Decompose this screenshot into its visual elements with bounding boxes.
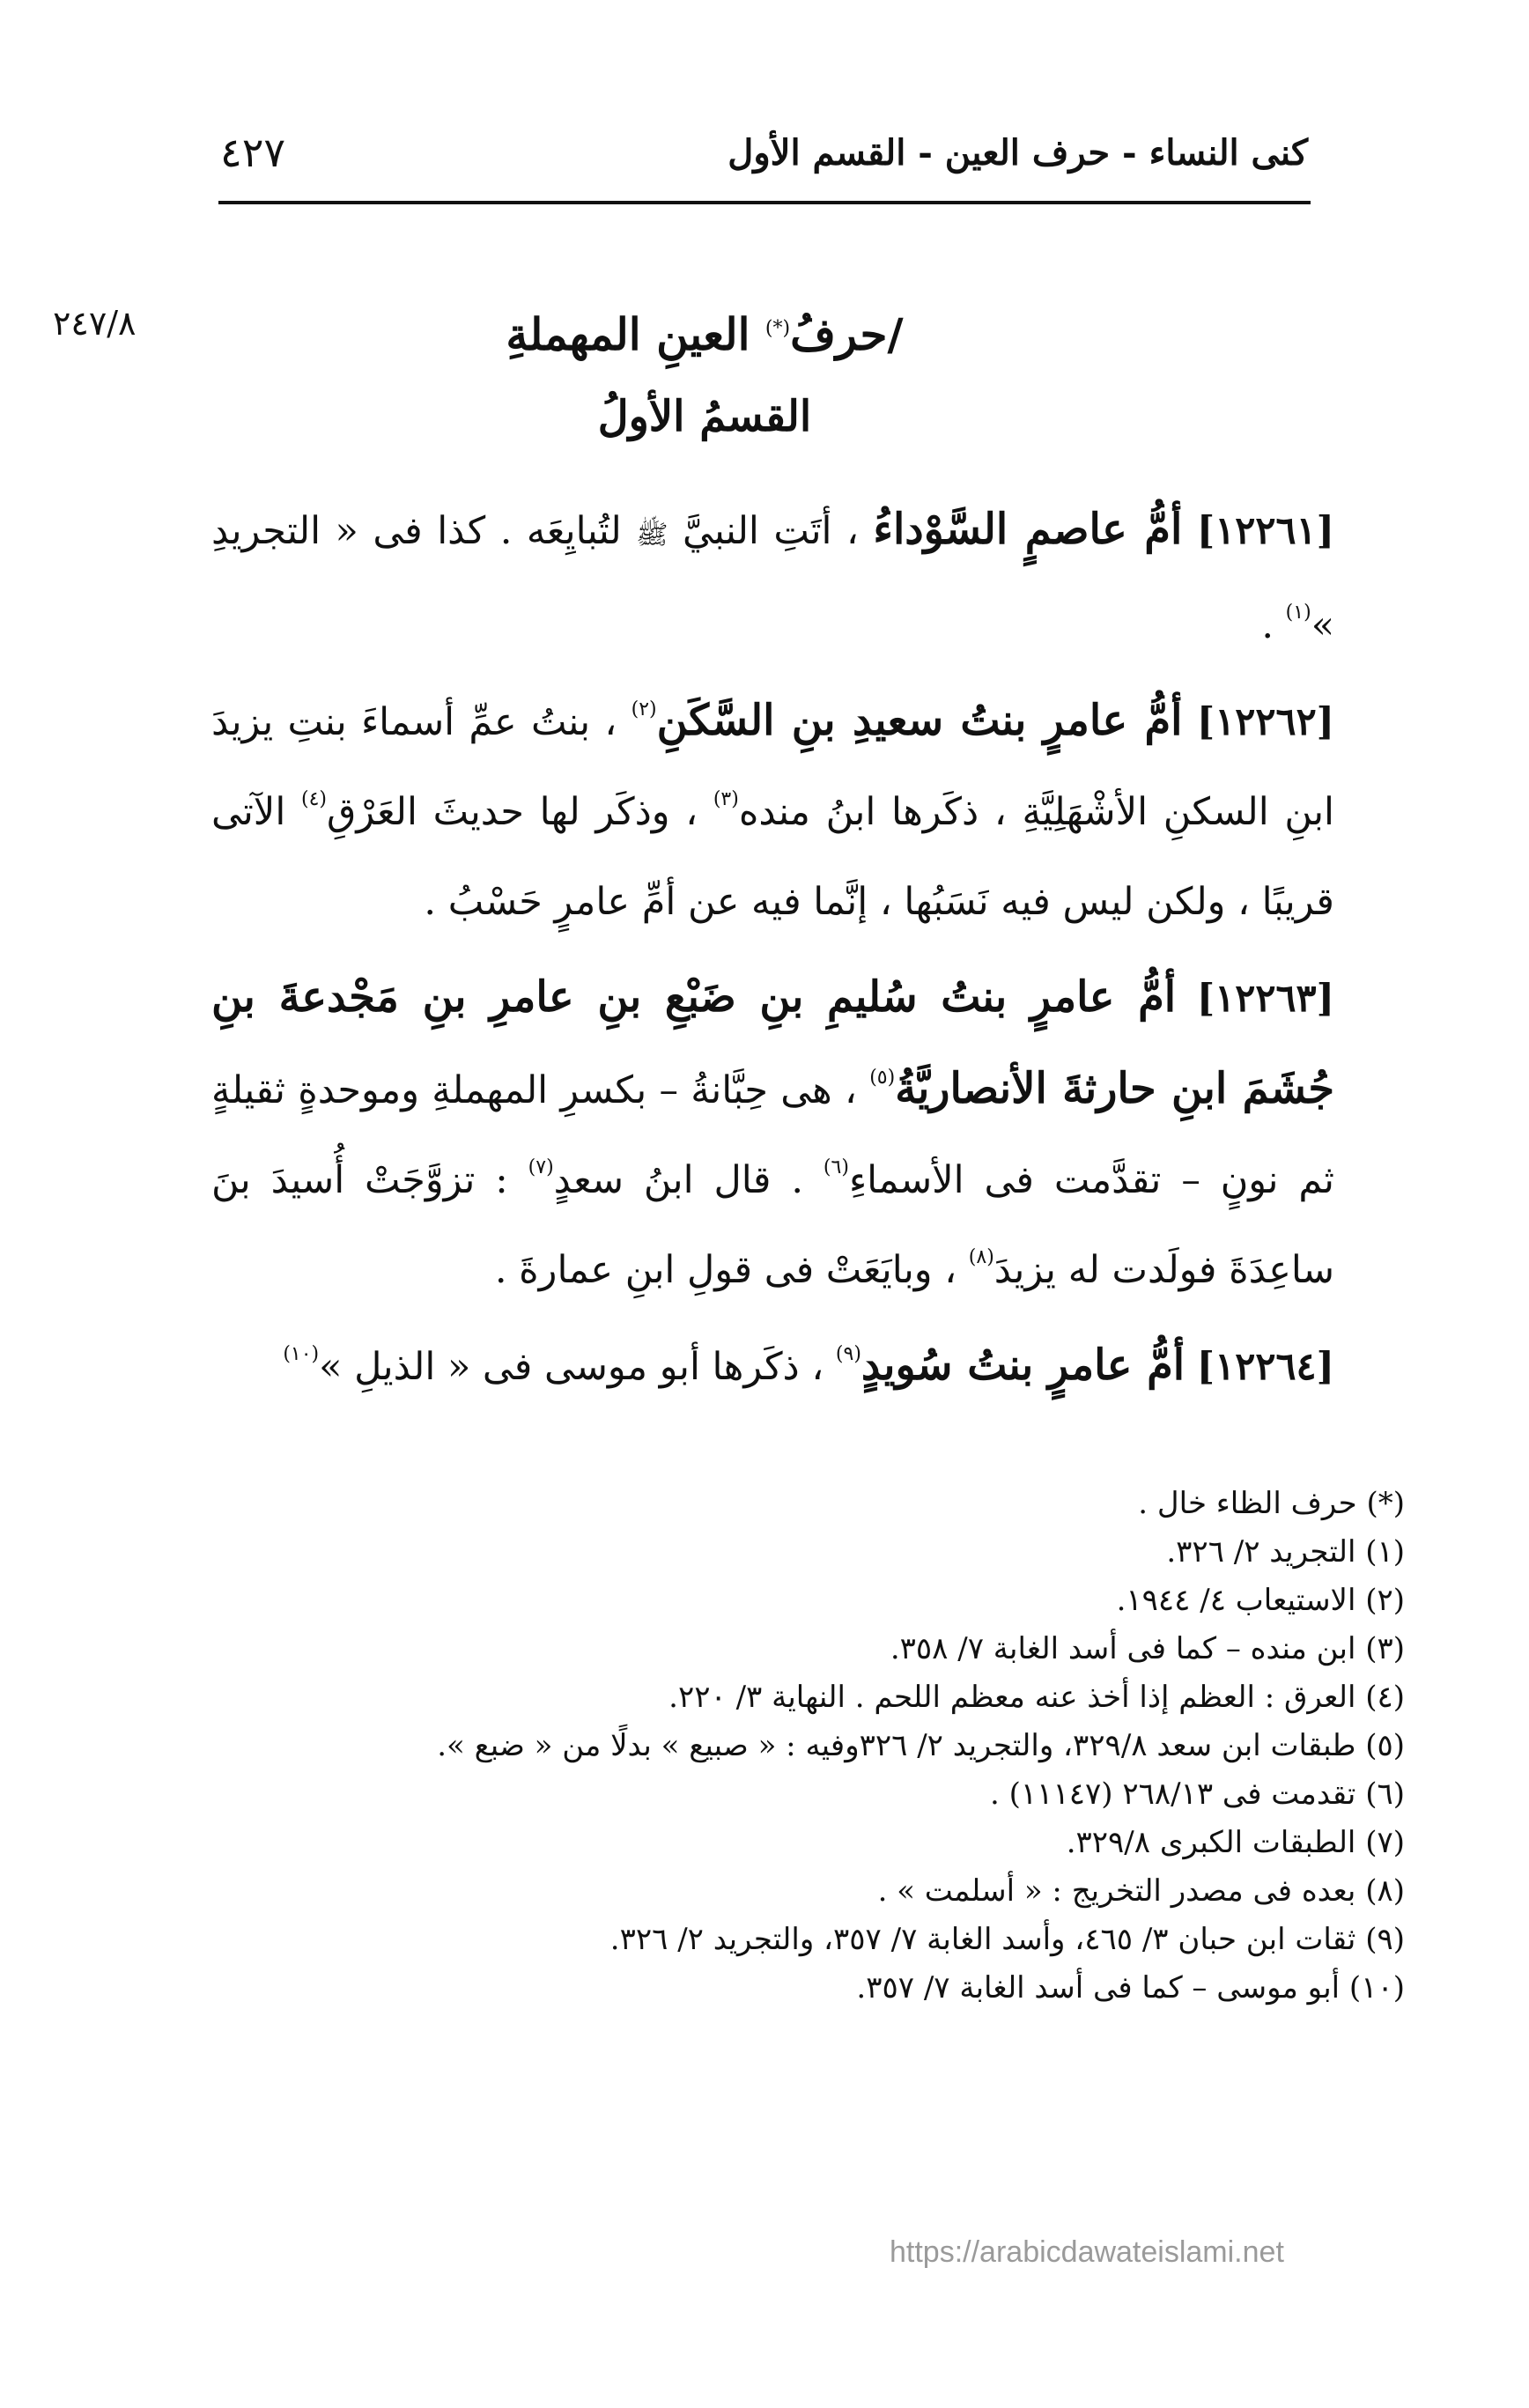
section-heading [352,308,1057,360]
entry-number: [١٢٢٦١] [1196,509,1335,553]
footnote-marker: (١٠) [283,1343,320,1365]
footnote-marker: (٨) [968,1246,994,1268]
footnote-marker: (٩) [835,1343,861,1365]
footnote: (٧) الطبقات الكبرى ٣٢٩/٨. [1066,1825,1405,1860]
footnote-marker: (٧) [528,1156,554,1178]
watermark-url: https://arabicdawateislami.net [890,2235,1284,2269]
footnote: (٩) ثقات ابن حبان ٣/ ٤٦٥، وأسد الغابة ٧/ ٣٥٧، والتجريد ٢/ ٣٢٦. [609,1922,1405,1957]
honorific-glyph: ﷺ [636,520,668,550]
entry-name: أمُّ عامرٍ بنتُ سُليمِ بنِ ضَبْعِ بنِ عامرِ بنِ مَجْدعةَ بنِ جُشَمَ ابنِ حارثةَ الأنصاريَّةُ [211,972,1335,1113]
entry-number: [١٢٢٦٢] [1196,700,1335,744]
footnote: (٨) بعده فى مصدر التخريج : « أسلمت » . [877,1873,1405,1909]
entry-number: [١٢٢٦٤] [1196,1345,1334,1389]
entry [211,952,1334,1315]
entry-text: ، هى حِبَّانةُ – بكسرِ المهملةِ وموحدةٍ ثقيلةٍ ثم نونٍ – تقدَّمت فى الأسماءِ [211,1068,1334,1202]
header-title: كنى النساء - حرف العين - القسم الأول [728,132,1308,174]
section-subheading: القسمُ الأولُ [597,392,812,441]
margin-reference: ٢٤٧/٨ [53,304,137,343]
entry-name: أمُّ عامرٍ بنتُ سُويدٍ [861,1341,1186,1390]
footnote: (٤) العرق : العظم إذا أخذ عنه معظم اللحم . النهاية ٣/ ٢٢٠. [668,1680,1405,1715]
footnotes [255,1480,1405,2013]
entry-text: . [1261,603,1274,647]
footnote: (١) التجريد ٢/ ٣٢٦. [1166,1534,1405,1570]
footnote-marker: (٦) [823,1156,849,1178]
footnote: (٥) طبقات ابن سعد ٣٢٩/٨، والتجريد ٢/ ٣٢٦وفيه : « صبيع » بدلًا من « ضبع ». [437,1728,1405,1763]
entry-name: أمُّ عاصمٍ السَّوْداءُ [873,505,1183,554]
footnote: (٢) الاستيعاب ٤/ ١٩٤٤. [1116,1583,1405,1618]
entry-text: : تزوَّجَتْ أُسيدَ بنَ ساعِدَةَ فولَدت له يزيدَ [211,1158,1334,1292]
entry [211,676,1334,947]
footnote-marker: (٢) [631,698,657,720]
page-number: ٤٢٧ [220,129,286,176]
entry-text: لتُبايِعَه . كذا فى « التجريدِ » [211,509,1334,647]
entries-body [211,484,1334,1417]
footnote-marker: (٥) [869,1067,896,1089]
entry [211,484,1334,670]
footnote: (٦) تقدمت فى ٢٦٨/١٣ (١١١٤٧) . [990,1776,1405,1812]
entry-text: ، بنتُ عمِّ أسماءَ بنتِ يزيدَ ابنِ السكنِ الأشْهَلِيَّةِ ، ذكَرها ابنُ منده [211,700,1334,834]
footnote: (*) حرف الظاء خال . [1138,1486,1405,1521]
entry-text: الآتى قريبًا ، ولكن ليس فيه نَسَبُها ، إنَّما فيه عن أمِّ عامرٍ حَسْبُ . [211,790,1334,924]
entry-name: أمُّ عامرٍ بنتُ سعيدِ بنِ السَّكَنِ [656,696,1183,745]
footnote: (٣) ابن منده – كما فى أسد الغابة ٧/ ٣٥٨. [890,1631,1405,1666]
entry-number: [١٢٢٦٣] [1196,977,1335,1021]
heading-suffix: العينِ المهملةِ [506,308,750,360]
entry-text: ، ذكَرها أبو موسى فى « الذيلِ » [319,1345,824,1389]
footnote-marker: (٤) [301,788,328,810]
footnote-marker: (٣) [713,788,739,810]
footnote: (١٠) أبو موسى – كما فى أسد الغابة ٧/ ٣٥٧. [856,1970,1405,2005]
heading-prefix: /حرفُ [790,308,904,360]
entry-text: ، أتَتِ النبيَّ [683,509,859,553]
entry-text: ، وبايَعَتْ فى قولِ ابنِ عمارةَ . [494,1248,957,1292]
footnote-marker: (١) [1285,602,1311,624]
header-rule [218,201,1311,204]
heading-footnote-marker: (*) [764,317,791,340]
entry [211,1320,1334,1412]
entry-text: . قال ابنُ سعدٍ [553,1158,803,1202]
running-header [220,129,1308,185]
entry-text: ، وذكَر لها حديثَ العَرْقِ [327,790,698,834]
